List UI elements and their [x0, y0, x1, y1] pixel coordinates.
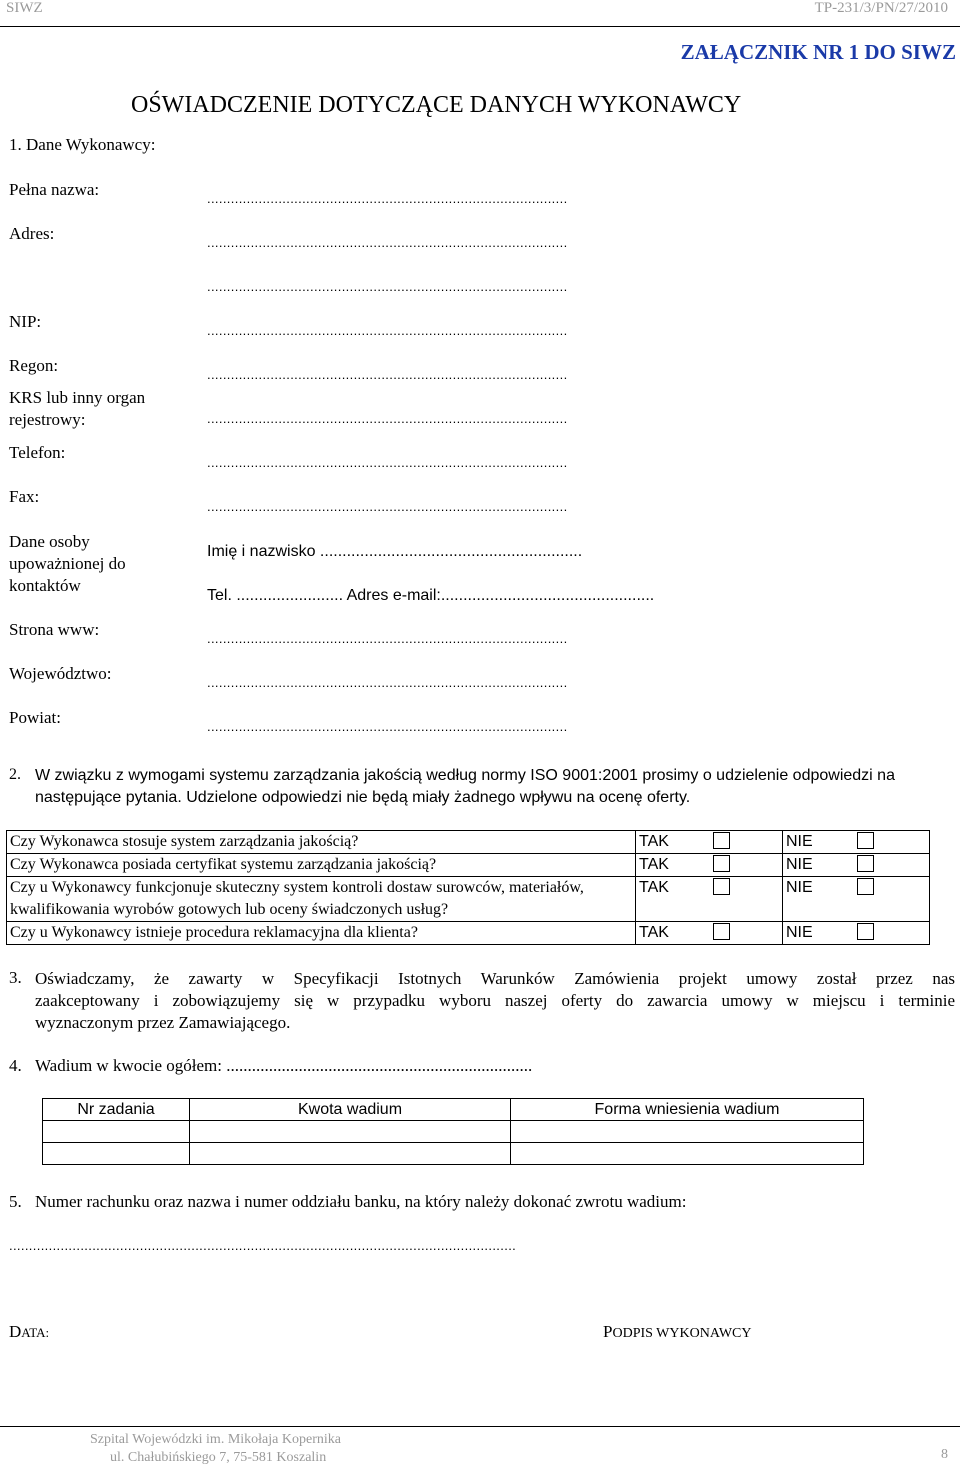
label-contact-line3: kontaktów [9, 576, 81, 595]
question-text: Czy u Wykonawcy funkcjonuje skuteczny system kontroli dostaw surowców, materiałów, kwalifikowania wyrobów gotowych lub oceny świadczonych usług? [7, 877, 636, 922]
label-address: Adres: [9, 224, 55, 243]
label-krs-line2: rejestrowy: [9, 410, 86, 429]
krs-field[interactable]: ........................................................................................... [207, 411, 568, 426]
signature-label [603, 1322, 751, 1342]
yes-checkbox[interactable] [713, 855, 730, 872]
question-row [7, 922, 930, 945]
header-right-text: TP-231/3/PN/27/2010 [814, 0, 948, 16]
label-regon: Regon: [9, 356, 59, 375]
no-checkbox[interactable] [857, 923, 874, 940]
label-nip: NIP: [9, 312, 42, 331]
yes-label: TAK [639, 924, 669, 941]
annex-label: ZAŁĄCZNIK NR 1 DO SIWZ [680, 40, 956, 64]
section2-intro-line2: następujące pytania. Udzielone odpowiedzi nie będą miały żadnego wpływu na ocenę oferty. [35, 789, 691, 806]
table-row [43, 1143, 864, 1165]
fax-field[interactable]: ........................................................................................... [207, 499, 568, 514]
no-checkbox[interactable] [857, 855, 874, 872]
footer-address: ul. Chałubińskiego 7, 75-581 Koszalin [110, 1450, 327, 1465]
question-row [7, 831, 930, 854]
yes-checkbox[interactable] [713, 923, 730, 940]
signature-label-initial: P [603, 1322, 613, 1341]
table-cell[interactable] [43, 1143, 190, 1165]
contact-name-field[interactable]: Imię i nazwisko ........................................................... [207, 543, 583, 560]
header-divider [0, 26, 960, 27]
bank-account-field[interactable]: ................................................................................................................................ [9, 1238, 517, 1253]
footer-institution: Szpital Wojewódzki im. Mikołaja Kopernika [90, 1432, 341, 1447]
contact-tel-email-field[interactable]: Tel. ........................ Adres e-mail:................................................ [207, 587, 655, 604]
section2-intro-line1: W związku z wymogami systemu zarządzania jakością według normy ISO 9001:2001 prosimy o udzielenie odpowiedzi na [35, 767, 895, 784]
yes-label: TAK [639, 833, 669, 850]
label-phone: Telefon: [9, 443, 66, 462]
header-left-text: SIWZ [6, 0, 43, 16]
label-fax: Fax: [9, 487, 40, 506]
date-label-rest: ATA: [21, 1325, 50, 1340]
yes-label: TAK [639, 856, 669, 873]
date-label [9, 1322, 49, 1342]
column-header: Forma wniesienia wadium [511, 1099, 864, 1121]
phone-field[interactable]: ........................................................................................... [207, 455, 568, 470]
regon-field[interactable]: ........................................................................................... [207, 367, 568, 382]
question-text: Czy u Wykonawcy istnieje procedura reklamacyjna dla klienta? [7, 922, 636, 945]
label-contact-line1: Dane osoby [9, 532, 90, 551]
deposit-table [42, 1098, 864, 1165]
label-krs-line1: KRS lub inny organ [9, 388, 146, 407]
footer-divider [0, 1426, 960, 1427]
table-cell[interactable] [511, 1143, 864, 1165]
section3-line2: zaakceptowany i zobowiązujemy się w przypadku wyboru naszej oferty do zawarcia umowy w miejscu i terminie [35, 991, 955, 1010]
section3-line1: Oświadczamy, że zawarty w Specyfikacji Istotnych Warunków Zamówienia projekt umowy został przez nas [35, 969, 955, 988]
no-checkbox[interactable] [857, 832, 874, 849]
no-label: NIE [786, 924, 813, 941]
yes-label: TAK [639, 879, 669, 896]
page-number: 8 [941, 1447, 948, 1462]
section2-number: 2. [9, 766, 21, 783]
address-field-1[interactable]: ........................................................................................... [207, 235, 568, 250]
section3-number: 3. [9, 968, 22, 987]
label-www: Strona www: [9, 620, 100, 639]
signature-label-rest: ODPIS WYKONAWCY [612, 1326, 752, 1341]
section4-number: 4. [9, 1056, 22, 1075]
section5-text: Numer rachunku oraz nazwa i numer oddziału banku, na który należy dokonać zwrotu wadium: [35, 1192, 687, 1211]
province-field[interactable]: ........................................................................................... [207, 675, 568, 690]
question-text: Czy Wykonawca posiada certyfikat systemu zarządzania jakością? [7, 854, 636, 877]
table-cell[interactable] [190, 1121, 511, 1143]
column-header: Kwota wadium [190, 1099, 511, 1121]
deposit-amount-field[interactable]: Wadium w kwocie ogółem: ........................................................................ [35, 1056, 533, 1075]
table-cell[interactable] [190, 1143, 511, 1165]
table-row [43, 1121, 864, 1143]
www-field[interactable]: ........................................................................................... [207, 631, 568, 646]
label-full-name: Pełna nazwa: [9, 180, 100, 199]
question-row [7, 854, 930, 877]
county-field[interactable]: ........................................................................................... [207, 719, 568, 734]
no-label: NIE [786, 833, 813, 850]
page-title: OŚWIADCZENIE DOTYCZĄCE DANYCH WYKONAWCY [131, 92, 742, 118]
label-county: Powiat: [9, 708, 61, 727]
yes-checkbox[interactable] [713, 878, 730, 895]
no-label: NIE [786, 856, 813, 873]
section5-number: 5. [9, 1192, 22, 1211]
deposit-table-header [43, 1099, 864, 1121]
question-row [7, 877, 930, 922]
column-header: Nr zadania [43, 1099, 190, 1121]
full-name-field[interactable]: ........................................................................................... [207, 191, 568, 206]
label-contact-line2: upoważnionej do [9, 554, 126, 573]
table-cell[interactable] [511, 1121, 864, 1143]
section3-line3: wyznaczonym przez Zamawiającego. [35, 1013, 291, 1032]
date-label-initial: D [9, 1322, 22, 1341]
label-province: Województwo: [9, 664, 112, 683]
no-label: NIE [786, 879, 813, 896]
section1-heading: 1. Dane Wykonawcy: [9, 135, 156, 154]
address-field-2[interactable]: ........................................................................................... [207, 279, 568, 294]
nip-field[interactable]: ........................................................................................... [207, 323, 568, 338]
yes-checkbox[interactable] [713, 832, 730, 849]
quality-questions-table [6, 830, 930, 945]
table-cell[interactable] [43, 1121, 190, 1143]
no-checkbox[interactable] [857, 878, 874, 895]
question-text: Czy Wykonawca stosuje system zarządzania jakością? [7, 831, 636, 854]
